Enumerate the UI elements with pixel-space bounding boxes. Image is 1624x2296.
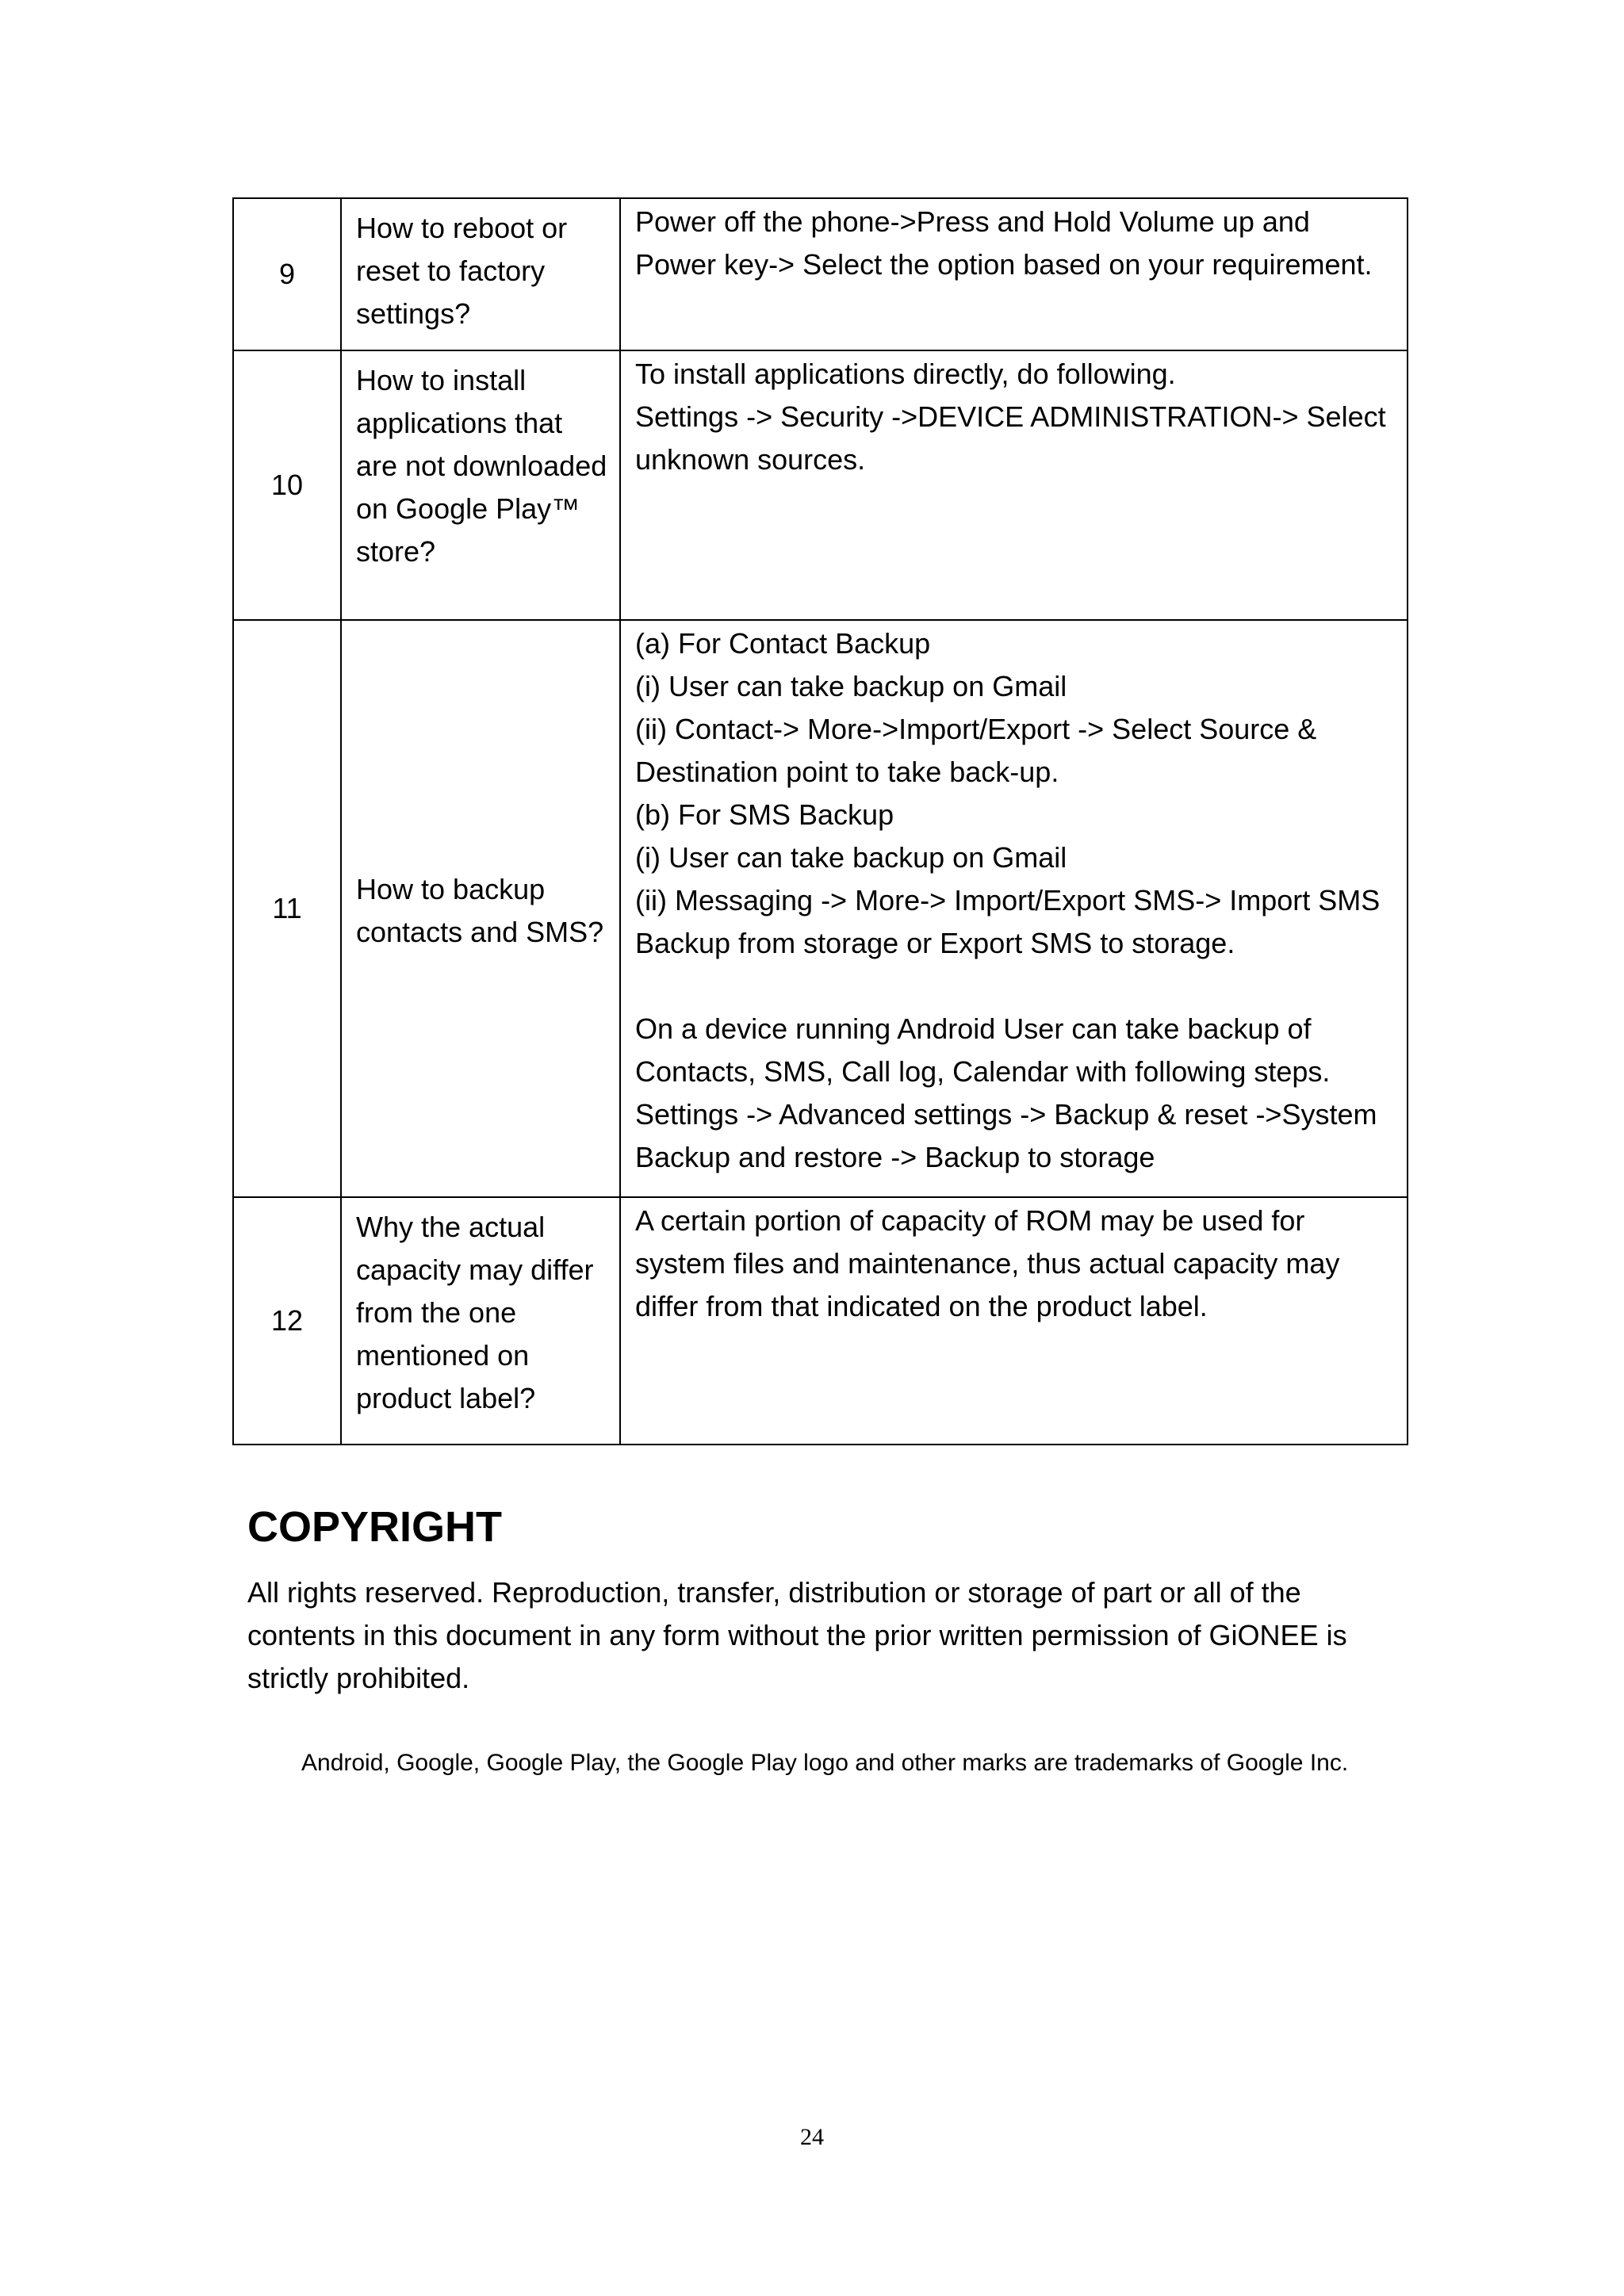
question-cell: Why the actual capacity may differ from the one mentioned on product label? (341, 1197, 620, 1445)
answer-line: To install applications directly, do following. (635, 358, 1176, 390)
table-row (233, 620, 1408, 1197)
copyright-body: All rights reserved. Reproduction, transfer, distribution or storage of part or all of the contents in this document in any form without the prior written permission of GiONEE is strictly prohibited. (247, 1576, 1347, 1694)
trademark-note: Android, Google, Google Play, the Google Play logo and other marks are trademarks of Google Inc. (301, 1750, 1349, 1776)
faq-table (232, 197, 1408, 1445)
question-cell: How to install applications that are not downloaded on Google Play™ store? (341, 350, 620, 620)
answer-line: (ii) Messaging -> More-> Import/Export SMS-> Import SMS Backup from storage or Export SMS to storage. (635, 884, 1381, 959)
copyright-heading: COPYRIGHT (247, 1503, 503, 1551)
question-cell: How to reboot or reset to factory settings? (341, 198, 620, 350)
page-number: 24 (800, 2124, 824, 2150)
answer-line: (b) For SMS Backup (635, 798, 894, 831)
table-row (233, 198, 1408, 350)
row-number: 10 (233, 350, 341, 620)
answer-line: (i) User can take backup on Gmail (635, 841, 1067, 874)
answer-line: A certain portion of capacity of ROM may be used for system files and maintenance, thus actual capacity may differ from that indicated on the product label. (635, 1204, 1340, 1322)
answer-line: Settings -> Advanced settings -> Backup & reset ->System Backup and restore -> Backup to storage (635, 1098, 1377, 1173)
row-number: 11 (233, 620, 341, 1197)
answer-cell (620, 620, 1408, 1197)
answer-line: (a) For Contact Backup (635, 627, 931, 660)
table-row (233, 1197, 1408, 1445)
answer-cell (620, 1197, 1408, 1445)
answer-line: (ii) Contact-> More->Import/Export -> Select Source & Destination point to take back-up. (635, 713, 1317, 788)
answer-line-blank (635, 965, 1396, 1008)
question-cell: How to backup contacts and SMS? (341, 620, 620, 1197)
answer-line: On a device running Android User can take backup of Contacts, SMS, Call log, Calendar with following steps. (635, 1012, 1331, 1088)
row-number: 12 (233, 1197, 341, 1445)
answer-line: Settings -> Security ->DEVICE ADMINISTRATION-> Select unknown sources. (635, 400, 1386, 476)
answer-cell (620, 350, 1408, 620)
table-row (233, 350, 1408, 620)
row-number: 9 (233, 198, 341, 350)
answer-line: (i) User can take backup on Gmail (635, 670, 1067, 702)
answer-line: Power off the phone->Press and Hold Volume up and Power key-> Select the option based on your requirement. (635, 205, 1373, 281)
answer-cell (620, 198, 1408, 350)
